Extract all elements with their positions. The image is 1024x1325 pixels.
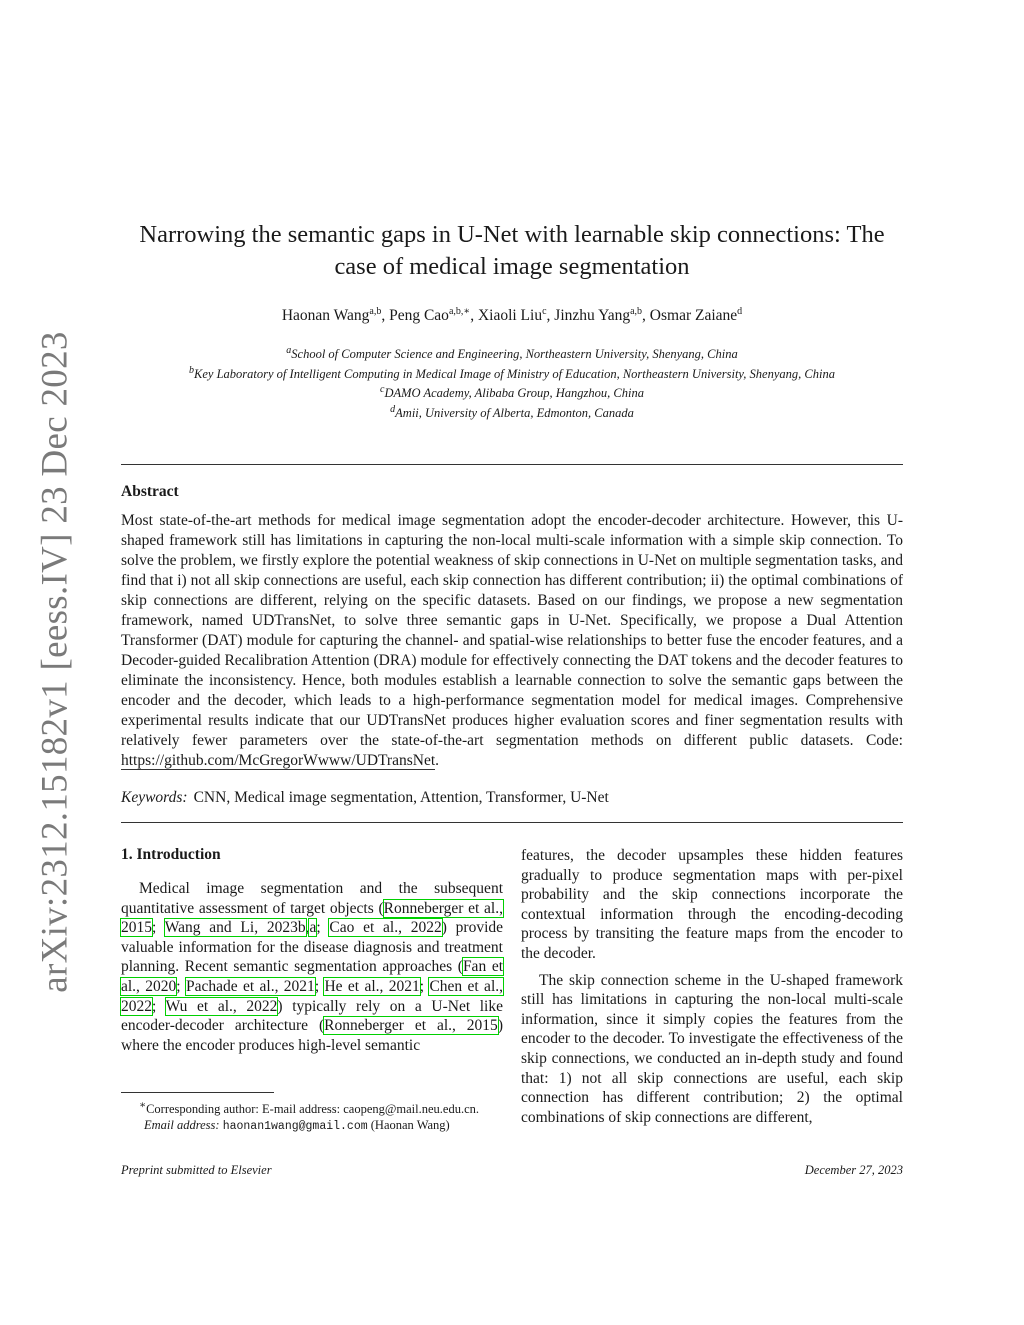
intro-paragraph-2: The skip connection scheme in the U-shaped framework still has limitations in capturing the non-local multi-scale information, since it simply copies the features from the encoder to the decoder. To investigate the effectiveness of the skip connections, we conducted an in-depth study and found that: 1) not all skip connections are useful, each skip connection has different contribution; 2) the optimal combinations of skip connections are different, [521,971,903,1126]
affiliation-marker: d [390,403,396,415]
affiliation-text: Key Laboratory of Intelligent Computing in Medical Image of Ministry of Education, Northeastern University, Shenyang, China [194,366,835,381]
abstract-heading: Abstract [121,483,179,500]
citation-link[interactable]: Chen et al., 2022 [121,977,503,1015]
affiliation-text: School of Computer Science and Engineering, Northeastern University, Shenyang, China [291,347,738,362]
keywords [121,789,609,807]
paragraph-text: ; [176,977,186,995]
citation-link[interactable]: Wang and Li, 2023b [164,919,306,937]
intro-paragraph-1-continued: features, the decoder upsamples these hidden features gradually to produce segmentation maps with per-pixel probability and the skip connections incorporate the contextual information through the encoding-decoding process by transiting the feature maps from the encoder to the decoder. [521,847,903,962]
author-name: Peng Cao [389,307,449,325]
citation-link[interactable]: Cao et al., 2022 [329,919,442,937]
affiliation-marker: a [286,345,292,356]
author-separator: , [470,307,478,325]
author-separator: , [546,307,555,325]
author-affiliation-marker: a,b [630,306,643,317]
author-name: Haonan Wang [281,307,370,325]
author-affiliation-marker: a,b [369,306,382,317]
keywords-text: CNN, Medical image segmentation, Attention, Transformer, U-Net [193,789,609,806]
affiliation-text: DAMO Academy, Alibaba Group, Hangzhou, China [384,386,644,401]
paragraph-text: ) typically rely on a U-Net like encoder-decoder architecture ( [121,997,503,1035]
affiliation-line [120,382,904,402]
paragraph-text: ; [314,977,325,995]
left-column [121,879,503,1062]
paragraph-text: ; [316,919,330,937]
affiliation-list [120,343,904,422]
abstract-end-punct: . [435,752,440,769]
section-heading-introduction: 1. Introduction [121,846,221,863]
arxiv-identifier: arXiv:2312.15182v1 [eess.IV] 23 Dec 2023 [34,331,76,993]
abstract-top-rule [121,464,903,465]
affiliation-marker: b [189,364,195,376]
citation-link[interactable]: He et al., 2021 [324,977,420,995]
affiliation-marker: c [380,384,385,396]
abstract-text [121,511,903,771]
paragraph-text: ) where the encoder produces high-level semantic [121,1017,503,1054]
author-affiliation-marker: c [542,306,547,317]
paragraph-text: , [305,919,310,937]
author-list [120,306,904,325]
right-column [521,846,903,1134]
author-affiliation-marker: d [737,306,743,317]
footnote-marker: ∗ [139,1100,147,1111]
paragraph-text: ) provide valuable information for the disease diagnosis and treatment planning. Recent semantic segmentation approaches ( [121,919,504,976]
footnote-email-label: Email address: [144,1118,220,1133]
abstract-body-text: Most state-of-the-art methods for medical image segmentation adopt the encoder-decoder architecture. However, this U-shaped framework still has limitations in capturing the non-local multi-scale information with a simple skip connection. To solve the problem, we firstly explore the potential weakness of skip connections in U-Net on multiple segmentation tasks, and find that i) not all skip connections are useful, each skip connection has different contribution; ii) the optimal combinations of skip connections are different, relying on the specific datasets. Based on our findings, we propose a new segmentation framework, named UDTransNet, to solve three semantic gaps in U-Net. Specifically, we propose a Dual Attention Transformer (DAT) module for capturing the channel- and spatial-wise relationships to better fuse the encoder features, and a Decoder-guided Recalibration Attention (DRA) module for effectively connecting the DAT tokens and the decoder features to eliminate the inconsistency. Hence, both modules establish a learnable connection to solve the semantic gaps between the encoder and the decoder, which leads to a high-performance segmentation model for medical images. Comprehensive experimental results indicate that our UDTransNet produces higher evaluation scores and finer segmentation results with relatively fewer parameters over the state-of-the-art segmentation methods on different public datasets. Code: [121,512,903,749]
affiliation-line [120,402,904,422]
footnote [121,1098,505,1135]
author-name: Jinzhu Yang [554,307,631,325]
intro-paragraph-1 [121,879,503,1055]
footnote-email-owner: (Haonan Wang) [370,1118,450,1133]
citation-link[interactable]: Pachade et al., 2021 [185,977,315,995]
footer-submission: Preprint submitted to Elsevier [121,1163,272,1177]
paragraph-text: ; [152,997,166,1015]
citation-link[interactable]: Wu et al., 2022 [165,997,278,1015]
affiliation-line [120,363,904,383]
citation-link[interactable]: Ronneberger et al., 2015 [121,899,503,937]
paragraph-text: ; [419,977,430,995]
author-affiliation-marker: a,b,∗ [448,306,471,317]
affiliation-line [120,343,904,363]
paragraph-text: Medical image segmentation and the subsequent quantitative assessment of target objects ( [121,880,503,917]
author-name: Osmar Zaiane [649,307,738,325]
footnote-corresponding: Corresponding author: E-mail address: caopeng@mail.neu.edu.cn. [146,1102,480,1117]
code-link[interactable]: https://github.com/McGregorWwww/UDTransNet [121,752,436,769]
footnote-rule [121,1092,274,1093]
paper-title: Narrowing the semantic gaps in U-Net with learnable skip connections: The case of medical image segmentation [139,221,885,280]
citation-link[interactable]: Fan et al., 2020 [121,958,504,995]
citation-link[interactable]: a [309,919,317,937]
citation-link[interactable]: Ronneberger et al., 2015 [324,1017,498,1035]
paragraph-text: ; [152,919,165,937]
affiliation-text: Amii, University of Alberta, Edmonton, Canada [395,406,634,421]
footer-date: December 27, 2023 [804,1163,903,1177]
keywords-label: Keywords: [121,789,188,806]
author-separator: , [381,307,390,325]
footnote-email[interactable]: haonan1wang@gmail.com [222,1120,368,1134]
abstract-bottom-rule [121,822,903,823]
author-separator: , [642,307,650,325]
author-name: Xiaoli Liu [477,307,543,325]
